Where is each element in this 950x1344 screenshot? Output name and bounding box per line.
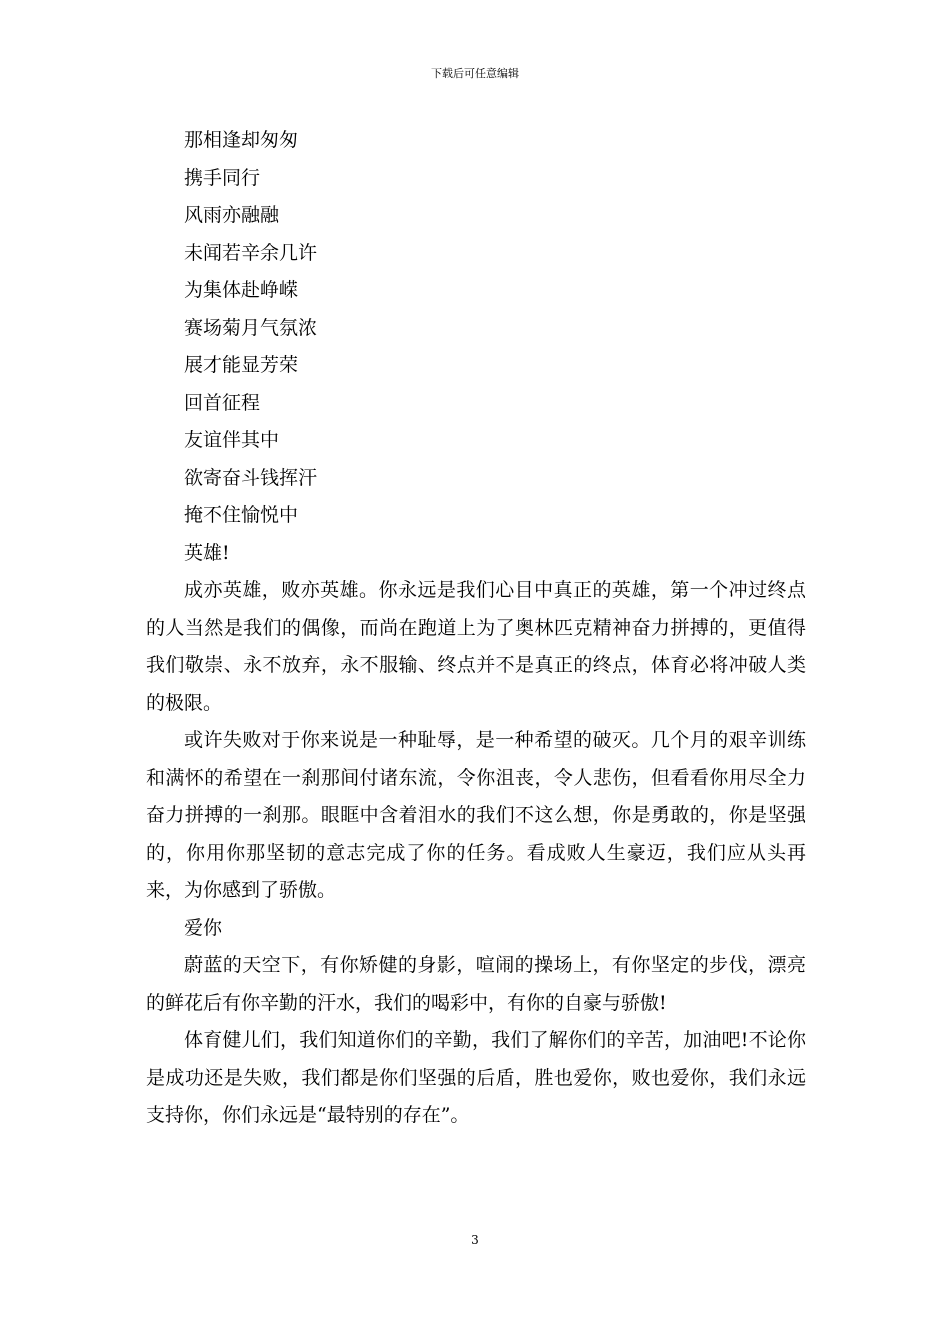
paragraph: 成亦英雄，败亦英雄。你永远是我们心目中真正的英雄，第一个冲过终点的人当然是我们的偶像，而尚在跑道上为了奥林匹克精神奋力拼搏的，更值得我们敬崇、永不放弃，永不服输、终点并不是真正的终点，体育必将冲破人类的极限。 xyxy=(146,579,806,714)
page-header: 下载后可任意编辑 xyxy=(431,67,519,80)
poem-line: 风雨亦融融 xyxy=(184,204,280,226)
poem-line: 赛场菊月气氛浓 xyxy=(184,316,318,339)
paragraph: 或许失败对于你来说是一种耻辱，是一种希望的破灭。几个月的艰辛训练和满怀的希望在一刹那间付诸东流，令你沮丧，令人悲伤，但看看你用尽全力奋力拼搏的一刹那。眼眶中含着泪水的我们不这么想，你是勇敢的，你是坚强的，你用你那坚韧的意志完成了你的任务。看成败人生豪迈，我们应从头再来，为你感到了骄傲。 xyxy=(146,729,806,901)
document-body xyxy=(146,122,806,1135)
poem-line: 回首征程 xyxy=(184,391,261,414)
poem-line: 掩不住愉悦中 xyxy=(184,504,299,526)
poem-line: 欲寄奋斗钱挥汗 xyxy=(184,466,318,489)
paragraph: 蔚蓝的天空下，有你矫健的身影，喧闹的操场上，有你坚定的步伐，漂亮的鲜花后有你辛勤的汗水，我们的喝彩中，有你的自豪与骄傲! xyxy=(146,954,806,1014)
poem-line: 为集体赴峥嵘 xyxy=(184,279,299,301)
poem-line: 友谊伴其中 xyxy=(184,429,280,451)
poem-line: 携手同行 xyxy=(184,166,261,189)
poem-line: 那相逢却匆匆 xyxy=(184,129,299,151)
poem-line: 英雄! xyxy=(184,541,230,564)
page-number: 3 xyxy=(471,1233,479,1247)
poem-line: 展才能显芳荣 xyxy=(184,354,299,376)
poem-line: 未闻若辛余几许 xyxy=(184,241,318,264)
section-heading: 爱你 xyxy=(184,916,223,939)
paragraph: 体育健儿们，我们知道你们的辛勤，我们了解你们的辛苦，加油吧!不论你是成功还是失败，我们都是你们坚强的后盾，胜也爱你，败也爱你，我们永远支持你，你们永远是“最特别的存在”。 xyxy=(146,1029,806,1126)
